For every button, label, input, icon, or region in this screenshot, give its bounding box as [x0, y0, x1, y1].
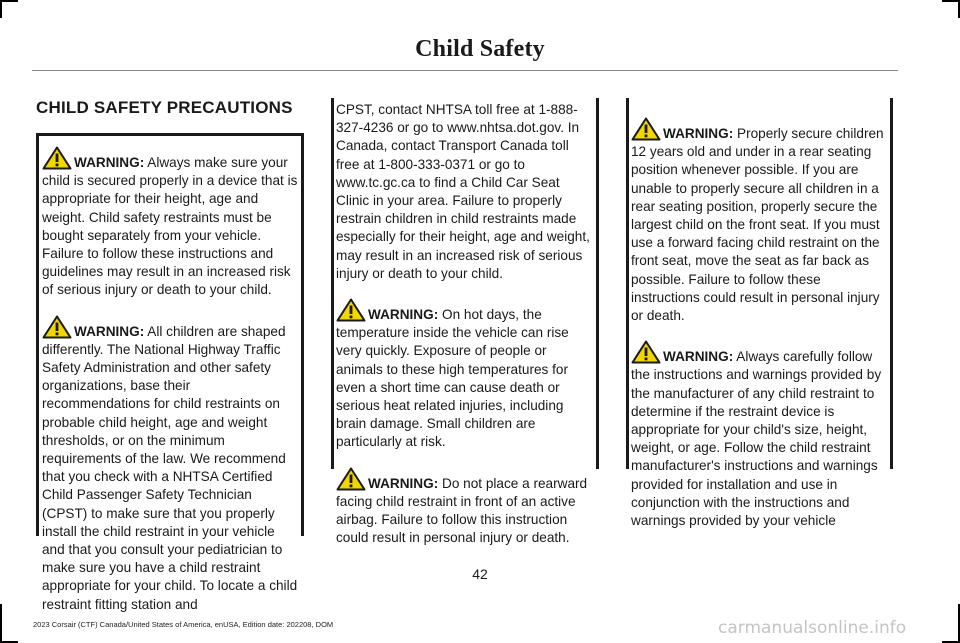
body-text: CPST, contact NHTSA toll free at 1-888-327-4236 or go to www.nhtsa.dot.gov. In Canada, contact Transport Canada toll free at 1-800-333-0371 or go to www.tc.gc.ca to find a Child Car Seat Clinic in your area. Failure to properly restrain children in child restraints made especially for their height, age and weight, may result in an increased risk of serious injury or death to your child.: [336, 102, 590, 281]
warning-paragraph: [336, 298, 595, 452]
warning-box-right-rule: [596, 98, 599, 469]
warning-label: WARNING:: [368, 475, 439, 491]
page-number: 42: [472, 566, 488, 582]
crop-mark: [0, 0, 2, 18]
warning-paragraph: [42, 146, 300, 300]
page-title: Child Safety: [415, 36, 545, 62]
warning-label: WARNING:: [368, 307, 439, 323]
warning-triangle-icon: [336, 298, 366, 322]
warning-box-left-rule: [331, 98, 334, 469]
warning-text: Always make sure your child is secured properly in a device that is appropriate for their height, age and weight. Child safety restraints must be bought separately from your vehicle. Failure to follow these instructions and guidelines may result in an increased risk of serious injury or death to your child.: [42, 155, 298, 298]
body-paragraph: [336, 101, 595, 283]
warning-text: Properly secure children 12 years old and under in a rear seating position whenever possible. If you are unable to properly secure all children in a rear seating position, properly secure the largest child on the front seat. If you must use a forward facing child restraint on the front seat, move the seat as far back as possible. Failure to follow these instructions could result in personal injury or death.: [631, 126, 884, 324]
header-divider: [32, 70, 898, 71]
warning-paragraph: [336, 467, 595, 548]
warning-triangle-icon: [42, 315, 72, 339]
warning-text: Do not place a rearward facing child restraint in front of an active airbag. Failure to follow this instruction could result in personal injury or death.: [336, 475, 588, 546]
warning-triangle-icon: [631, 117, 661, 141]
warning-triangle-icon: [42, 146, 72, 170]
watermark: carmanualsonline.info: [718, 618, 907, 638]
text-column-1: [42, 146, 300, 629]
warning-text: On hot days, the temperature inside the vehicle can rise very quickly. Exposure of people or animals to these high temperatures for even a short time can cause death or serious heat related injuries, including brain damage. Small children are particularly at risk.: [336, 307, 569, 450]
crop-mark: [0, 604, 2, 643]
warning-text: Always carefully follow the instructions and warnings provided by the manufacturer of any child restraint to determine if the restraint device is appropriate for your child's size, height, weight, or age. Follow the child restraint manufacturer's instructions and warnings provided for installation and use in conjunction with the instructions and warnings provided by your vehicle: [631, 349, 882, 529]
crop-mark: [0, 0, 18, 2]
warning-triangle-icon: [336, 467, 366, 491]
warning-text: All children are shaped differently. The National Highway Traffic Safety Administration and other safety organizations, base their recommendations for child restraints on probable child height, age and weight thresholds, or on the minimum requirements of the law. We recommend that you check with a NHTSA Certified Child Passenger Safety Technician (CPST) to make sure that you properly install the child restraint in your vehicle and that you consult your pediatrician to make sure you have a child restraint appropriate for your child. To locate a child restraint fitting station and: [42, 323, 298, 612]
warning-label: WARNING:: [74, 155, 145, 170]
warning-box-right-rule: [890, 98, 893, 469]
warning-label: WARNING:: [663, 349, 734, 365]
warning-paragraph: [631, 117, 889, 325]
warning-box-left-rule: [626, 98, 629, 469]
section-heading: CHILD SAFETY PRECAUTIONS: [36, 98, 293, 117]
text-column-3: [631, 117, 889, 545]
warning-label: WARNING:: [74, 323, 145, 339]
text-column-2: [336, 101, 595, 562]
warning-paragraph: [631, 340, 889, 530]
warning-label: WARNING:: [663, 126, 734, 141]
warning-triangle-icon: [631, 340, 661, 364]
warning-box-top-rule: [36, 133, 304, 136]
footer-edition-text: 2023 Corsair (CTF) Canada/United States of America, enUSA, Edition date: 202208, DOM: [33, 620, 334, 629]
warning-box-right-rule: [301, 133, 304, 536]
warning-box-left-rule: [36, 133, 39, 536]
